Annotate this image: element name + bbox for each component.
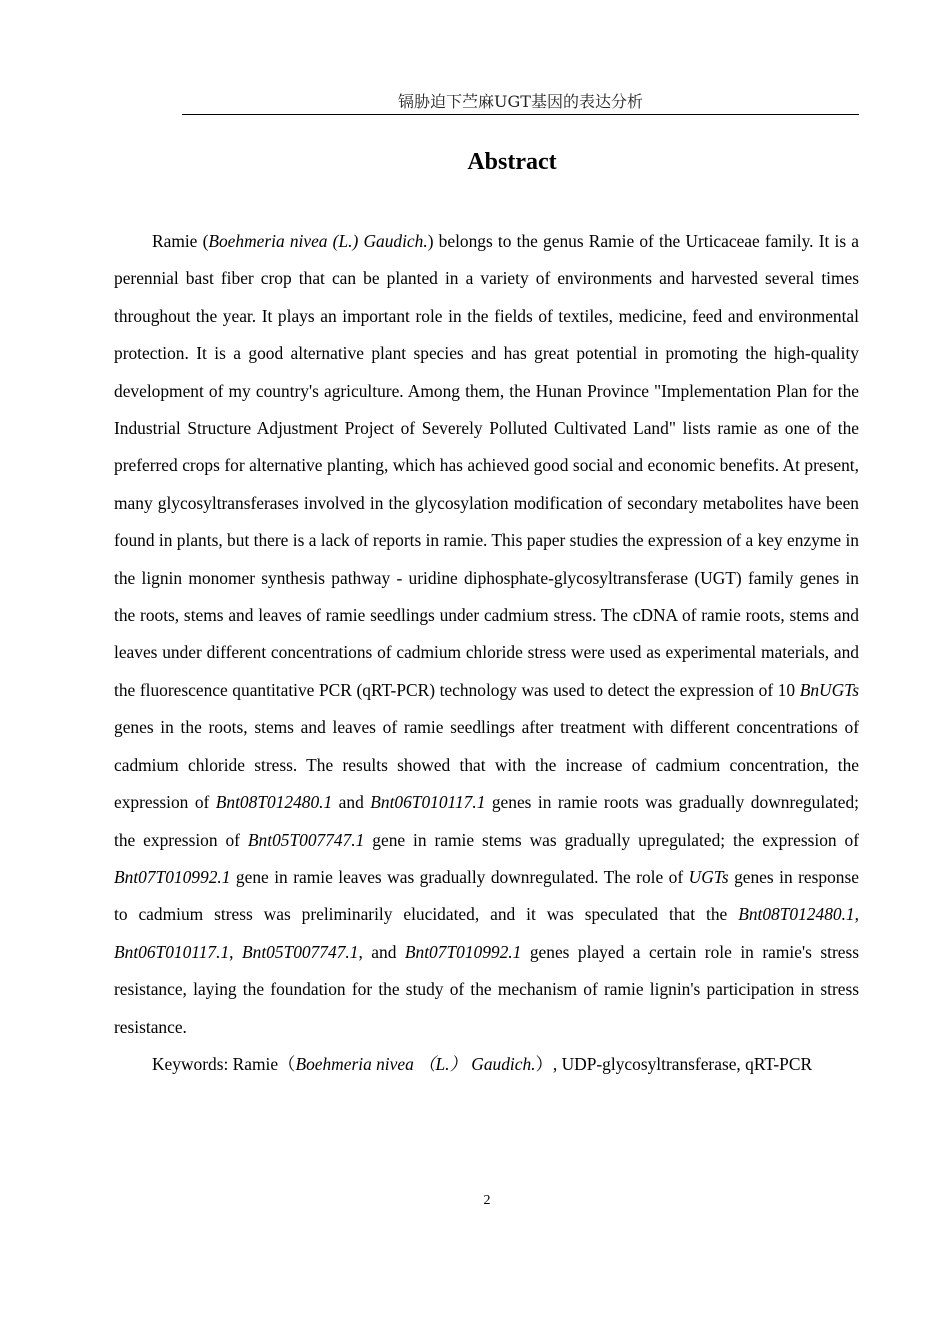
separator: , and (358, 941, 405, 962)
separator: , (854, 904, 859, 925)
gene-name: Bnt05T007747.1 (247, 829, 365, 850)
gene-name: Bnt08T012480.1 (215, 792, 333, 813)
gene-name: Bnt08T012480.1 (738, 904, 855, 925)
text-run: genes in ramie roots was gradually downregulated; the expression of (114, 792, 859, 850)
species-name: Boehmeria nivea （L.） Gaudich. (295, 1053, 536, 1074)
running-header: 镉胁迫下苎麻UGT基因的表达分析 (182, 90, 859, 115)
text-run: gene in ramie leaves was gradually downregulated. The role of (230, 866, 689, 887)
text-run: and (332, 792, 371, 813)
gene-name: Bnt07T010992.1 (404, 941, 522, 962)
gene-family-name: UGTs (688, 866, 729, 887)
keywords-list: ）, UDP-glycosyltransferase, qRT-PCR (535, 1053, 813, 1074)
separator: , (229, 941, 242, 962)
page-number: 2 (483, 1193, 491, 1208)
abstract-title: Abstract (467, 149, 557, 175)
gene-name: Bnt06T010117.1 (370, 792, 486, 813)
abstract-paragraph (114, 223, 859, 1046)
species-name: Boehmeria nivea (L.) Gaudich. (208, 231, 428, 251)
gene-name: Bnt05T007747.1 (242, 941, 359, 962)
text-run: ) belongs to the genus Ramie of the Urticaceae family. It is a perennial bast fiber crop that can be planted in a variety of environments and harvested several times throughout the year. It plays an important role in the fields of textiles, medicine, feed and environmental protection. It is a good alternative plant species and has great potential in promoting the high-quality development of my country's agriculture. Among them, the Hunan Province "Implementation Plan for the Industrial Structure Adjustment Project of Severely Polluted Cultivated Land" lists ramie as one of the preferred crops for alternative planting, which has achieved good social and economic benefits. At present, many glycosyltransferases involved in the glycosylation modification of secondary metabolites have been found in plants, but there is a lack of reports in ramie. This paper studies the expression of a key enzyme in the lignin monomer synthesis pathway - uridine diphosphate-glycosyltransferase (UGT) family genes in the roots, stems and leaves of ramie seedlings under cadmium stress. The cDNA of ramie roots, stems and leaves under different concentrations of cadmium chloride stress were used as experimental materials, and the fluorescence quantitative PCR (qRT-PCR) technology was used to detect the expression of 10 (114, 231, 859, 700)
text-run: genes in the roots, stems and leaves of ramie seedlings after treatment with different concentrations of cadmium chloride stress. The results showed that with the increase of cadmium concentration, the expression of (114, 717, 859, 813)
abstract-body (114, 223, 859, 1083)
text-run: genes in response to cadmium stress was preliminarily elucidated, and it was speculated that the (114, 866, 859, 925)
gene-family-name: BnUGTs (799, 679, 859, 700)
gene-name: Bnt07T010992.1 (114, 866, 231, 887)
text-run: Ramie ( (152, 231, 209, 251)
keywords-paragraph (114, 1046, 859, 1083)
text-run: genes played a certain role in ramie's stress resistance, laying the foundation for the study of the mechanism of ramie lignin's participation in stress resistance. (114, 941, 860, 1037)
text-run: gene in ramie stems was gradually upregulated; the expression of (364, 829, 860, 850)
keywords-label: Keywords: Ramie（ (152, 1053, 296, 1074)
gene-name: Bnt06T010117.1 (114, 941, 230, 962)
